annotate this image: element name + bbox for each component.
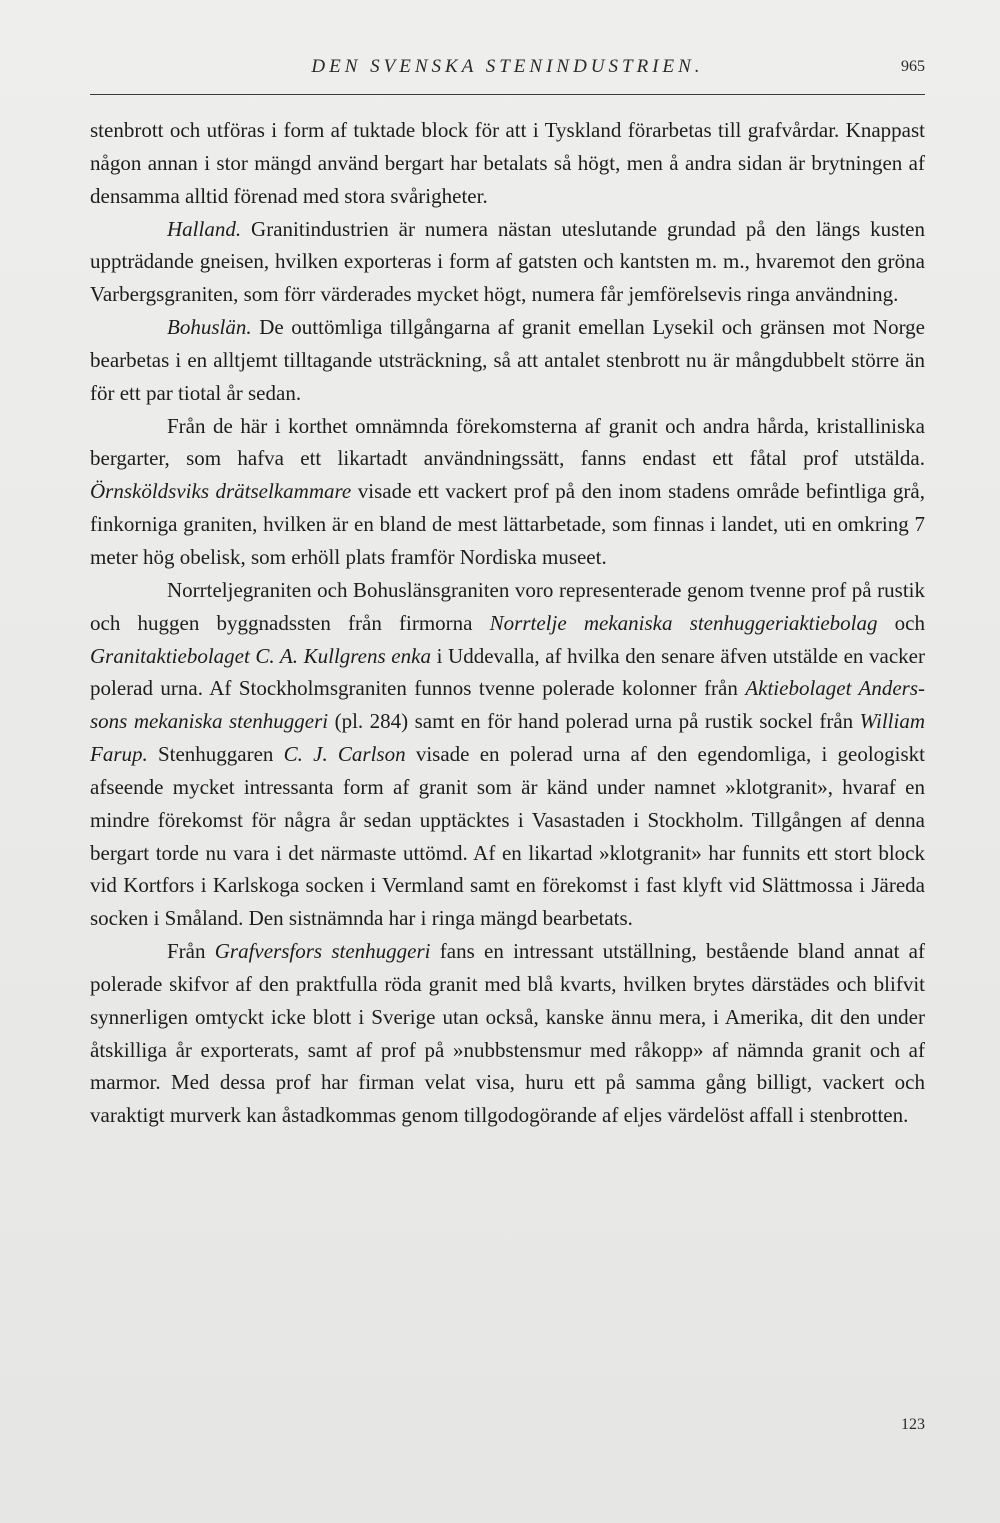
text-run: Granitindustrien är numera nästan uteslutande grundad på den längs kusten uppträdande gneisen, hvilken exporteras i form af gatsten och kantsten m. m., hvaremot den gröna Varbergsgraniten, som förr värderades mycket högt, numera får jemförelsevis ringa användning.	[90, 216, 925, 307]
text-run: (pl. 284) samt en för hand polerad urna på rustik sockel från	[328, 709, 860, 734]
text-run: fans en intressant utställning, bestående bland annat af polerade skifvor af den praktfulla röda granit med blå kvarts, hvilken brytes därstädes och blifvit synnerligen omtyckt icke blott i Sverige utan också, kanske ännu mera, i Amerika, dit den under åtskilliga år exporterats, samt af prof på »nubbstensmur med råkopp» af nämnda granit och af marmor. Med dessa prof har firman velat visa, huru ett på samma gång billigt, vackert och varaktigt murverk kan åstadkommas genom tillgodogörande af eljes värdelöst affall i stenbrotten.	[90, 939, 925, 1128]
paragraph	[90, 574, 925, 935]
italic-text: Norrtelje mekaniska stenhuggeriaktiebolag	[489, 610, 878, 635]
italic-text: C. J. Carlson	[283, 742, 406, 767]
text-run: De outtömliga tillgångarna af granit emellan Lysekil och gränsen mot Norge bearbetas i en alltjemt tilltagande utsträckning, så att antalet stenbrott nu är mångdubbelt större än för ett par tiotal år sedan.	[90, 315, 925, 405]
text-run: Från de här i korthet omnämnda förekomsterna af granit och andra hårda, kristalliniska bergarter, som hafva ett likartadt användningssätt, fanns endast ett fåtal prof utstälda.	[90, 413, 925, 471]
text-run: visade en polerad urna af den egendomliga, i geologiskt afseende mycket intressanta form af granit som är känd under namnet »klotgranit», hvaraf en mindre förekomst för några år sedan upptäcktes i Vasastaden i Stockholm. Tillgången af denna bergart torde nu vara i det närmaste uttömd. Af en likartad »klotgranit» har funnits ett stort block vid Kortfors i Karlskoga socken i Vermland samt en förekomst i fast klyft vid Slättmossa i Järeda socken i Småland. Den sistnämnda har i ringa mängd bearbetats.	[90, 742, 925, 931]
text-run: och	[877, 610, 925, 635]
text-run: stenbrott och utföras i form af tuktade block för att i Tyskland förarbetas till grafvårdar. Knappast någon annan i stor mängd använd bergart har betalats så högt, men å andra sidan är brytningen af densamma alltid förenad med stora svårigheter.	[90, 118, 925, 208]
page-number: 965	[901, 58, 925, 75]
signature-mark: 123	[901, 1416, 925, 1433]
header-rule	[90, 94, 925, 95]
italic-text: Aktiebolaget Anderssons mekaniska stenhuggeri	[90, 676, 925, 734]
page-header	[90, 56, 925, 90]
italic-text: Bohuslän.	[167, 315, 252, 340]
text-run: Norrteljegraniten och Bohuslänsgraniten voro representerade genom tvenne prof på rustik och huggen byggnadssten från firmorna	[90, 577, 925, 635]
running-title: DEN SVENSKA STENINDUSTRIEN.	[311, 56, 704, 77]
text-run: i Uddevalla, af hvilka den senare äfven utstälde en vacker polerad urna. Af Stockholmsgraniten funnos tvenne polerade kolonner från	[90, 643, 925, 701]
text-run: visade ett vackert prof på den inom stadens område befintliga grå, finkorniga graniten, hvilken är en bland de mest lättarbetade, som finnas i landet, uti en omkring 7 meter hög obelisk, som erhöll plats framför Nordiska museet.	[90, 479, 925, 569]
paragraph	[90, 410, 925, 574]
italic-text: Örnsköldsviks drätselkammare	[90, 479, 352, 504]
text-run: Från	[167, 939, 215, 964]
paragraph	[90, 935, 925, 1132]
paragraph	[90, 114, 925, 213]
paragraph	[90, 311, 925, 410]
text-run: Stenhuggaren	[147, 742, 284, 767]
paragraph	[90, 213, 925, 312]
body-text	[90, 114, 925, 1132]
italic-text: Grafversfors stenhuggeri	[214, 939, 431, 964]
italic-text: William Farup.	[90, 709, 925, 767]
italic-text: Granitaktiebolaget C. A. Kullgrens enka	[90, 643, 431, 668]
italic-text: Halland.	[167, 216, 242, 241]
